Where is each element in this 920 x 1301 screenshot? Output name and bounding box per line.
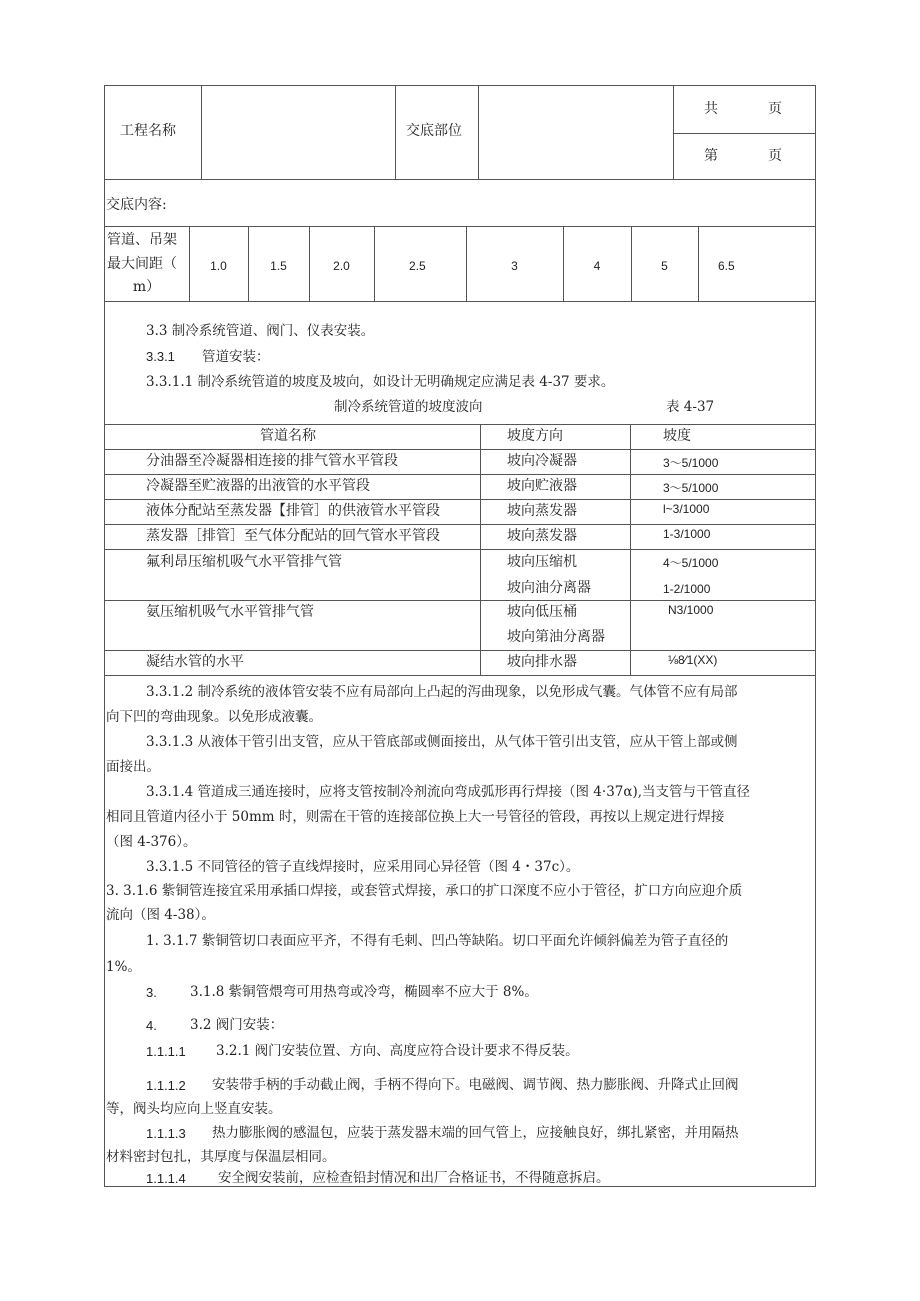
slope-row-name: 蒸发器［排管］至气体分配站的回气管水平管段 xyxy=(146,528,440,544)
slope-row-slope: l~3/1000 xyxy=(663,502,710,516)
slope-row-name: 液体分配站至蒸发器【排管］的供液管水平管段 xyxy=(146,503,440,519)
slope-row-slope: 3～5/1000 xyxy=(663,456,719,470)
paragraph-1-1-1-4: 安全阀安装前，应检查铅封情况和出厂合格证书，不得随意拆启。 xyxy=(218,1170,610,1186)
slope-row-name: 冷凝器至贮液器的出液管的水平管段 xyxy=(146,478,370,494)
page-no-label: 第 xyxy=(704,148,718,164)
slope-row-direction: 坡向低压桶 xyxy=(507,604,577,620)
paragraph-3-2-1: 3.2.1 阀门安装位置、方向、高度应符合设计要求不得反装。 xyxy=(216,1043,579,1059)
spacing-value: 2.5 xyxy=(409,259,426,273)
slope-row-direction: 坡向蒸发器 xyxy=(507,528,577,544)
slope-row-direction: 坡向压缩机 xyxy=(507,554,577,570)
outer-border-right xyxy=(815,85,816,1187)
table-title: 制冷系统管道的坡度波向 xyxy=(334,399,483,415)
section-3-3-1-title: 管道安装： xyxy=(202,349,270,365)
section-3-3-1-1: 3.3.1.1 制冷系统管道的坡度及坡向，如设计无明确规定应满足表 4-37 要求。 xyxy=(146,374,615,390)
paragraph-1-1-1-3: 热力膨胀阀的感温包，应装于蒸发器末端的回气管上，应接触良好，绑扎紧密，并用隔热 xyxy=(212,1125,739,1141)
content-label: 交底内容: xyxy=(106,197,167,213)
slope-row-slope: 4～5/1000 xyxy=(663,556,719,570)
slope-row-direction: 坡向排水器 xyxy=(507,654,577,670)
project-name-label: 工程名称 xyxy=(120,123,176,139)
spacing-label-line1: 管道、吊架 xyxy=(107,232,177,248)
spacing-value: 4 xyxy=(593,259,601,273)
slope-row-slope: N3/1000 xyxy=(668,603,714,617)
paragraph-3-3-1-2-cont: 向下凹的弯曲现象。以免形成液囊。 xyxy=(106,709,322,725)
slope-row-name: 凝结水管的水平 xyxy=(146,654,244,670)
paragraph-1-1-1-3-cont: 材料密封包扎，其厚度与保温层相同。 xyxy=(106,1149,336,1165)
slope-row-slope: 1-2/1000 xyxy=(663,582,711,596)
spacing-value: 3 xyxy=(511,259,518,273)
paragraph-3-3-1-6-cont: 流向（图 4-38）。 xyxy=(106,907,215,923)
slope-row-slope: 3～5/1000 xyxy=(663,481,719,495)
location-value[interactable] xyxy=(485,122,665,140)
spacing-value: 1.5 xyxy=(270,259,287,273)
slope-row-slope: ⅛8⁄1(XX) xyxy=(668,653,718,667)
slope-table-header-direction: 坡度方向 xyxy=(507,428,563,444)
paragraph-1-1-1-4-number: 1.1.1.4 xyxy=(146,1171,186,1186)
slope-row-slope: 1-3/1000 xyxy=(663,527,711,541)
paragraph-3-2-number: 4. xyxy=(146,1018,157,1033)
paragraph-3-1-7: 1. 3.1.7 紫铜管切口表面应平齐，不得有毛刺、凹凸等缺陷。切口平面允许倾斜偏差为管子直径的 xyxy=(146,933,729,949)
spacing-value: 5 xyxy=(661,259,668,273)
project-name-value[interactable] xyxy=(210,122,390,140)
paragraph-3-3-1-4-cont: 相同且管道内径小于 50mm 时，则需在干管的连接部位换上大一号管径的管段，再按以上规定进行焊接 xyxy=(106,809,725,825)
section-3-3-heading: 3.3 制冷系统管道、阀门、仪表安装。 xyxy=(146,323,375,339)
slope-row-direction: 坡向贮液器 xyxy=(507,478,577,494)
paragraph-3-3-1-5: 3.3.1.5 不同管径的管子直线焊接时，应采用同心异径管（图 4・37c）。 xyxy=(146,859,580,875)
location-label: 交底部位 xyxy=(406,123,462,139)
outer-border-top xyxy=(104,85,816,86)
spacing-value: 1.0 xyxy=(210,259,227,273)
total-pages-unit: 页 xyxy=(768,101,782,117)
section-3-3-1-number: 3.3.1 xyxy=(146,349,175,364)
paragraph-3-2-1-number: 1.1.1.1 xyxy=(146,1044,186,1059)
slope-table-header-slope: 坡度 xyxy=(663,428,691,444)
slope-row-name: 分油器至冷凝器相连接的排气管水平管段 xyxy=(146,453,398,469)
table-number: 表 4-37 xyxy=(666,399,715,415)
slope-row-direction: 坡向蒸发器 xyxy=(507,503,577,519)
paragraph-1-1-1-3-number: 1.1.1.3 xyxy=(146,1126,186,1141)
paragraph-1-1-1-2-number: 1.1.1.2 xyxy=(146,1078,186,1093)
total-pages-label: 共 xyxy=(704,101,718,117)
paragraph-3-3-1-3: 3.3.1.3 从液体干管引出支管，应从干管底部或侧面接出，从气体干管引出支管，应从干管上部或侧 xyxy=(146,734,738,750)
slope-table-header-name: 管道名称 xyxy=(260,428,316,444)
slope-row-name: 氨压缩机吸气水平管排气管 xyxy=(146,604,314,620)
paragraph-3-2-heading: 3.2 阀门安装： xyxy=(190,1017,284,1033)
paragraph-3-1-8: 3.1.8 紫铜管煨弯可用热弯或冷弯，椭圆率不应大于 8%。 xyxy=(190,984,538,1000)
slope-row-name: 氟利昂压缩机吸气水平管排气管 xyxy=(146,554,342,570)
slope-row-direction: 坡向冷凝器 xyxy=(507,453,577,469)
paragraph-3-3-1-6: 3. 3.1.6 紫铜管连接宜采用承插口焊接，或套管式焊接，承口的扩口深度不应小于管径，扩口方向应迎介质 xyxy=(106,883,743,899)
page-no-unit: 页 xyxy=(768,148,782,164)
paragraph-1-1-1-2: 安装带手柄的手动截止阀，手柄不得向下。电磁阀、调节阀、热力膨胀阀、升降式止回阀 xyxy=(212,1077,739,1093)
spacing-label-line2: 最大间距（ xyxy=(107,256,177,272)
spacing-value: 6.5 xyxy=(718,259,735,273)
paragraph-1-1-1-2-cont: 等，阀头均应向上竖直安装。 xyxy=(106,1101,282,1117)
paragraph-3-1-7-cont: 1%。 xyxy=(106,959,141,975)
spacing-value: 2.0 xyxy=(333,259,350,273)
paragraph-3-3-1-4: 3.3.1.4 管道成三通连接时，应将支管按制冷剂流向弯成弧形再行焊接（图 4·37α),当支管与干管直径 xyxy=(146,784,751,800)
spacing-label-line3: m） xyxy=(132,279,161,295)
paragraph-3-3-1-2: 3.3.1.2 制冷系统的液体管安装不应有局部向上凸起的泻曲现象，以免形成气囊。气体管不应有局部 xyxy=(146,684,738,700)
slope-row-direction: 坡向第油分离器 xyxy=(507,629,605,645)
outer-border-left xyxy=(104,85,105,1187)
slope-row-direction: 坡向油分离器 xyxy=(507,580,591,596)
paragraph-3-3-1-3-cont: 面接出。 xyxy=(106,759,160,775)
paragraph-3-1-8-number: 3. xyxy=(146,985,157,1000)
paragraph-3-3-1-4-cont: （图 4-376）。 xyxy=(106,834,197,850)
